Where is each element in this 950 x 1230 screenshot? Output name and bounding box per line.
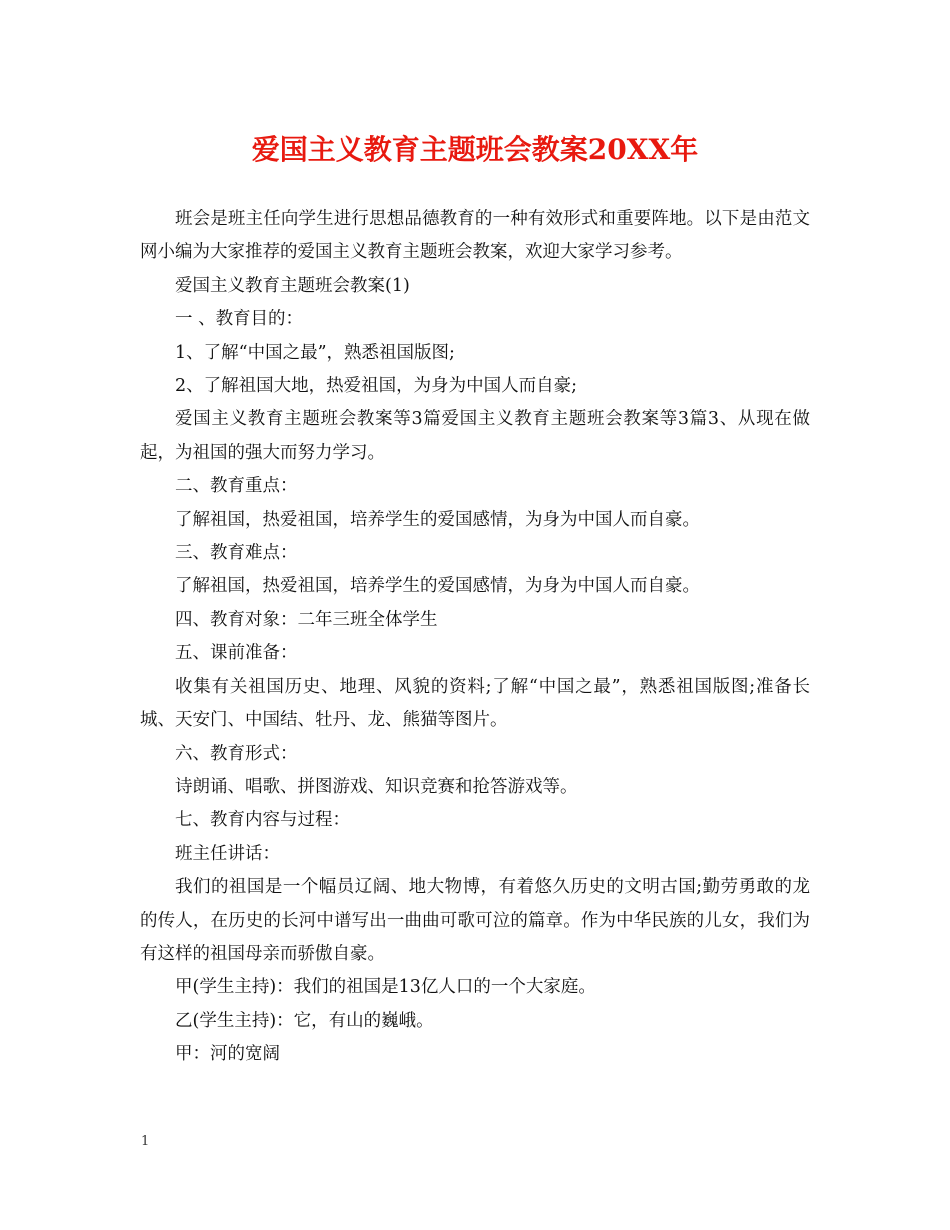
paragraph: 班主任讲话：: [175, 843, 280, 864]
paragraph: 四、教育对象：二年三班全体学生: [175, 609, 438, 630]
paragraph: 一 、教育目的：: [175, 309, 304, 330]
paragraph: 爱国主义教育主题班会教案(1): [175, 275, 410, 296]
paragraph: 爱国主义教育主题班会教案等3篇爱国主义教育主题班会教案等3篇3、从现在做起，为祖国的强大而努力学习。: [140, 409, 810, 463]
page-number: 1: [141, 1134, 150, 1149]
paragraph: 六、教育形式：: [175, 743, 298, 764]
paragraph: 三、教育难点：: [175, 543, 298, 564]
paragraph: 了解祖国，热爱祖国，培养学生的爱国感情，为身为中国人而自豪。: [175, 576, 700, 597]
paragraph: 1、了解“中国之最”，熟悉祖国版图;: [175, 342, 455, 363]
paragraph: 甲(学生主持)：我们的祖国是13亿人口的一个大家庭。: [175, 977, 596, 998]
paragraph: 甲：河的宽阔: [175, 1044, 280, 1065]
paragraph: 收集有关祖国历史、地理、风貌的资料;了解“中国之最”，熟悉祖国版图;准备长城、天安门、中国结、牡丹、龙、熊猫等图片。: [140, 676, 810, 731]
paragraph: 五、课前准备：: [175, 643, 298, 664]
paragraph: 2、了解祖国大地，热爱祖国，为身为中国人而自豪;: [175, 376, 578, 397]
document-body: [140, 203, 810, 1072]
paragraph: 诗朗诵、唱歌、拼图游戏、知识竞赛和抢答游戏等。: [175, 776, 578, 797]
paragraph: 二、教育重点：: [175, 476, 298, 497]
paragraph: 乙(学生主持)：它，有山的巍峨。: [175, 1010, 434, 1031]
paragraph: 我们的祖国是一个幅员辽阔、地大物博，有着悠久历史的文明古国;勤劳勇敢的龙的传人，在历史的长河中谱写出一曲曲可歌可泣的篇章。作为中华民族的儿女，我们为有这样的祖国母亲而骄傲自豪。: [140, 877, 810, 964]
paragraph: 七、教育内容与过程：: [175, 810, 350, 831]
paragraph: 了解祖国，热爱祖国，培养学生的爱国感情，为身为中国人而自豪。: [175, 509, 700, 530]
paragraph: 班会是班主任向学生进行思想品德教育的一种有效形式和重要阵地。以下是由范文网小编为大家推荐的爱国主义教育主题班会教案，欢迎大家学习参考。: [140, 209, 810, 263]
document-title: 爱国主义教育主题班会教案20XX年: [251, 133, 699, 166]
